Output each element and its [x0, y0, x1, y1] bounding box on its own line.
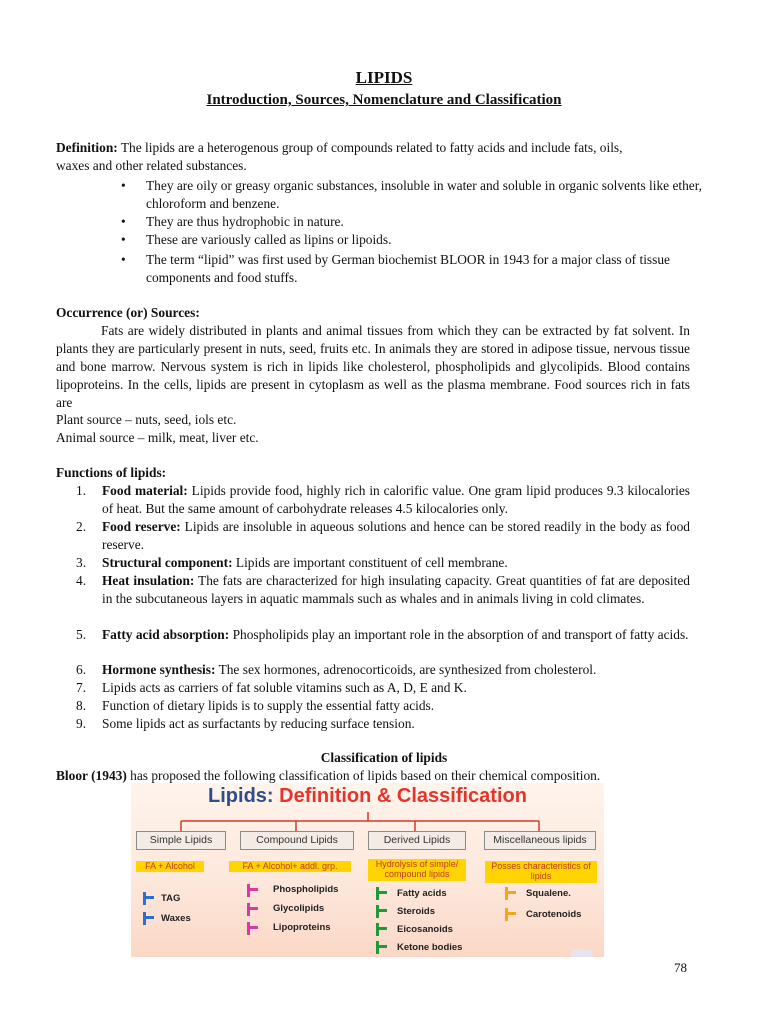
item-phospholipids: Phospholipids: [273, 884, 339, 895]
animal-source: Animal source – milk, meat, liver etc.: [56, 430, 259, 445]
basis-miscellaneous: Posses characteristics of lipids: [485, 861, 597, 883]
page-subtitle: Introduction, Sources, Nomenclature and Classification: [206, 92, 562, 108]
category-derived-lipids: Derived Lipids: [368, 831, 466, 850]
plant-source: Plant source – nuts, seed, iols etc.: [56, 412, 237, 427]
yellow-marker-icon: [505, 887, 508, 900]
decorative-pill: [571, 949, 593, 957]
occurrence-heading: Occurrence (or) Sources:: [56, 305, 200, 320]
function-item: 3. Structural component: Lipids are important constituent of cell membrane.: [76, 555, 508, 570]
function-item: 1. Food material: Lipids provide food, highly rich in calorific value. One gram lipid produces 9.3 kilocalories of heat. But the same amount of carbohydrate releases 4.5 kilocalories only.: [76, 483, 690, 516]
classification-intro: Bloor (1943) has proposed the following classification of lipids based on their chemical composition.: [56, 768, 601, 783]
definition-line-1: The lipids are a heterogenous group of compounds related to fatty acids and include fats, oils,: [120, 140, 623, 155]
functions-heading: Functions of lipids:: [56, 465, 167, 480]
function-item: 7. Lipids acts as carriers of fat soluble vitamins such as A, D, E and K.: [76, 680, 467, 695]
function-item: 8. Function of dietary lipids is to supply the essential fatty acids.: [76, 698, 435, 713]
pink-marker-icon: [247, 903, 250, 916]
basis-derived: Hydrolysis of simple/ compound lipids: [368, 859, 466, 881]
basis-compound: FA + Alcohol+ addl. grp.: [229, 861, 351, 872]
bullet-dot: •: [121, 252, 126, 267]
bullet-dot: •: [121, 214, 126, 229]
category-simple-lipids: Simple Lipids: [136, 831, 226, 850]
green-marker-icon: [376, 941, 379, 954]
item-tag: TAG: [161, 893, 181, 904]
item-squalene: Squalene.: [526, 888, 571, 899]
category-compound-lipids: Compound Lipids: [240, 831, 354, 850]
item-glycolipids: Glycolipids: [273, 903, 325, 914]
figure-title: Lipids: Definition & Classification: [208, 785, 527, 807]
function-item: 9. Some lipids act as surfactants by reducing surface tension.: [76, 716, 415, 731]
item-ketone-bodies: Ketone bodies: [397, 942, 463, 953]
definition-bullet: • The term “lipid” was first used by German biochemist BLOOR in 1943 for a major class of tissue components and food stuffs.: [121, 252, 670, 285]
definition-bullet: • They are oily or greasy organic substances, insoluble in water and soluble in organic solvents like ether, chloroform and benzene.: [121, 178, 703, 211]
page-title: LIPIDS: [355, 68, 413, 87]
item-lipoproteins: Lipoproteins: [273, 922, 331, 933]
function-item: 5. Fatty acid absorption: Phospholipids play an important role in the absorption of and transport of fatty acids.: [76, 627, 689, 642]
definition-label: Definition:: [56, 140, 118, 155]
green-marker-icon: [376, 887, 379, 900]
green-marker-icon: [376, 905, 379, 918]
yellow-marker-icon: [505, 908, 508, 921]
blue-marker-icon: [143, 892, 146, 905]
bullet-dot: •: [121, 178, 126, 193]
pink-marker-icon: [247, 922, 250, 935]
basis-simple: FA + Alcohol: [136, 861, 204, 872]
classification-figure: [131, 783, 604, 957]
function-item: 4. Heat insulation: The fats are characterized for high insulating capacity. Great quantities of fat are deposited in the subcutaneous layers in aquatic mammals such as whales and in animals living in cold climates.: [76, 573, 691, 606]
item-fatty-acids: Fatty acids: [397, 888, 447, 899]
function-item: 6. Hormone synthesis: The sex hormones, adrenocorticoids, are synthesized from cholesterol.: [76, 662, 597, 677]
definition-line-2: waxes and other related substances.: [56, 158, 247, 173]
item-waxes: Waxes: [161, 913, 191, 924]
definition-bullet: • These are variously called as lipins or lipoids.: [121, 232, 392, 247]
bullet-dot: •: [121, 232, 126, 247]
page-number: 78: [674, 960, 687, 975]
item-carotenoids: Carotenoids: [526, 909, 582, 920]
pink-marker-icon: [247, 884, 250, 897]
definition-bullet: • They are thus hydrophobic in nature.: [121, 214, 344, 229]
occurrence-paragraph: Fats are widely distributed in plants and animal tissues from which they can be extracted by fat solvent. In plants they are particularly present in nuts, seed, fruits etc. In animals they are stored in adipose tissue, nervous tissue and bone marrow. Nervous system is rich in lipids like cholesterol, phospholipids and glycolipids. Blood contains lipoproteins. In the cells, lipids are present in cytoplasm as well as the plasma membrane. Food sources rich in fats are: [56, 323, 690, 410]
item-steroids: Steroids: [397, 906, 436, 917]
definition-paragraph: [56, 139, 690, 175]
classification-heading: Classification of lipids: [320, 750, 448, 765]
category-miscellaneous-lipids: Miscellaneous lipids: [484, 831, 596, 850]
function-item: 2. Food reserve: Lipids are insoluble in aqueous solutions and hence can be stored readily in the body as food reserve.: [76, 519, 690, 552]
blue-marker-icon: [143, 912, 146, 925]
item-eicosanoids: Eicosanoids: [397, 924, 453, 935]
green-marker-icon: [376, 923, 379, 936]
